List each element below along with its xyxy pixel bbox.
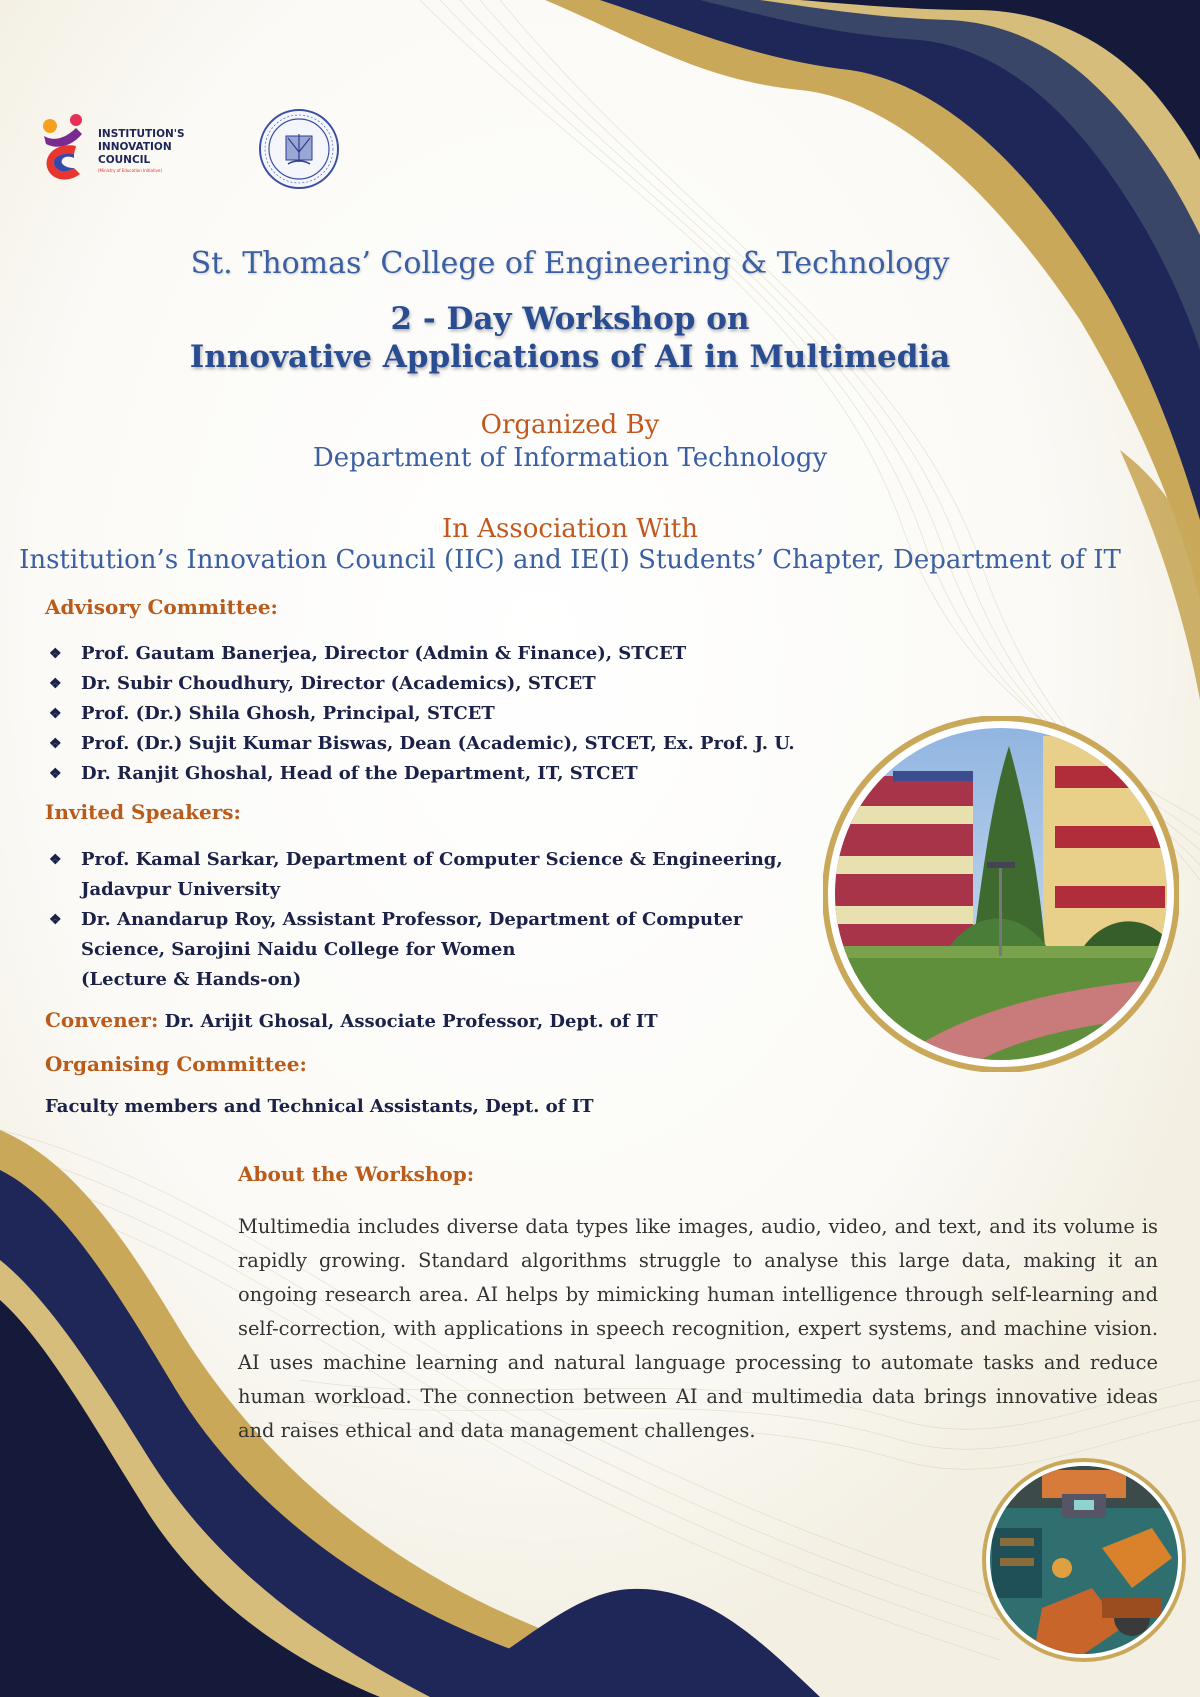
advisory-member [45,729,845,759]
organizing-department: Department of Information Technology [312,443,828,473]
college-name: St. Thomas’ College of Engineering & Technology [190,246,950,281]
speaker-session-note: (Lecture & Hands-on) [81,969,302,990]
iic-logo-subtitle: (Ministry of Education Initiative) [98,168,163,173]
workshop-title [0,300,1140,376]
iic-line-1: INSTITUTION'S [98,128,185,140]
convener-label: Convener: [45,1008,159,1032]
workshop-title-line-2: Innovative Applications of AI in Multimedia [189,339,951,375]
convener-value: Dr. Arijit Ghosal, Associate Professor, Dept. of IT [158,1011,658,1032]
diamond-bullet-icon: ❖ [49,736,62,752]
iic-line-2: INNOVATION [98,141,172,153]
diamond-bullet-icon: ❖ [49,766,62,782]
association-label: In Association With [442,514,698,544]
advisory-member-text: Dr. Ranjit Ghoshal, Head of the Department, IT, STCET [81,763,638,784]
organising-committee-members: Faculty members and Technical Assistants, Dept. of IT [45,1096,594,1117]
advisory-member-text: Prof. Gautam Banerjea, Director (Admin & Finance), STCET [81,643,687,664]
advisory-member-text: Prof. (Dr.) Sujit Kumar Biswas, Dean (Academic), STCET, Ex. Prof. J. U. [81,733,795,754]
organising-committee-heading: Organising Committee: [45,1052,307,1076]
invited-speakers-heading: Invited Speakers: [45,800,241,824]
iic-logo-wordmark [98,128,185,167]
campus-building-photo [823,716,1179,1072]
convener [45,1008,658,1032]
iic-emblem-icon [36,112,96,184]
diamond-bullet-icon: ❖ [49,912,62,928]
diamond-bullet-icon: ❖ [49,646,62,662]
organized-by-label: Organized By [480,410,660,440]
iic-logo [36,112,206,184]
iic-line-3: COUNCIL [98,154,151,166]
speaker-item [45,845,815,905]
college-seal-logo [258,108,340,190]
speaker-text: Prof. Kamal Sarkar, Department of Computer Science & Engineering, Jadavpur University [81,849,783,900]
diamond-bullet-icon: ❖ [49,676,62,692]
diamond-bullet-icon: ❖ [49,852,62,868]
advisory-member [45,759,845,789]
association-partners: Institution’s Innovation Council (IIC) and IE(I) Students’ Chapter, Department of IT [19,545,1121,575]
advisory-member [45,669,845,699]
workshop-title-line-1: 2 - Day Workshop on [390,301,750,337]
speaker-item [45,905,815,965]
advisory-member-text: Dr. Subir Choudhury, Director (Academics), STCET [81,673,596,694]
advisory-member [45,639,845,669]
about-workshop-text: Multimedia includes diverse data types like images, audio, video, and text, and its volume is rapidly growing. Standard algorithms struggle to analyse this large data, making it an ongoing research area. AI helps by mimicking human intelligence through self-learning and self-correction, with applications in speech recognition, expert systems, and machine vision. AI uses machine learning and natural language processing to automate tasks and reduce human workload. The connection between AI and multimedia data brings innovative ideas and raises ethical and data management challenges. [238,1215,1158,1442]
diamond-bullet-icon: ❖ [49,706,62,722]
invited-speakers-list [45,845,815,995]
advisory-committee-list [45,639,845,789]
college-seal-icon [258,108,340,190]
advisory-member-text: Prof. (Dr.) Shila Ghosh, Principal, STCET [81,703,495,724]
advisory-committee-heading: Advisory Committee: [45,595,278,619]
ai-robot-illustration [982,1458,1186,1662]
about-workshop-heading: About the Workshop: [238,1162,475,1186]
speaker-text: Dr. Anandarup Roy, Assistant Professor, Department of Computer Science, Sarojini Naidu College for Women [81,909,743,960]
advisory-member [45,699,845,729]
